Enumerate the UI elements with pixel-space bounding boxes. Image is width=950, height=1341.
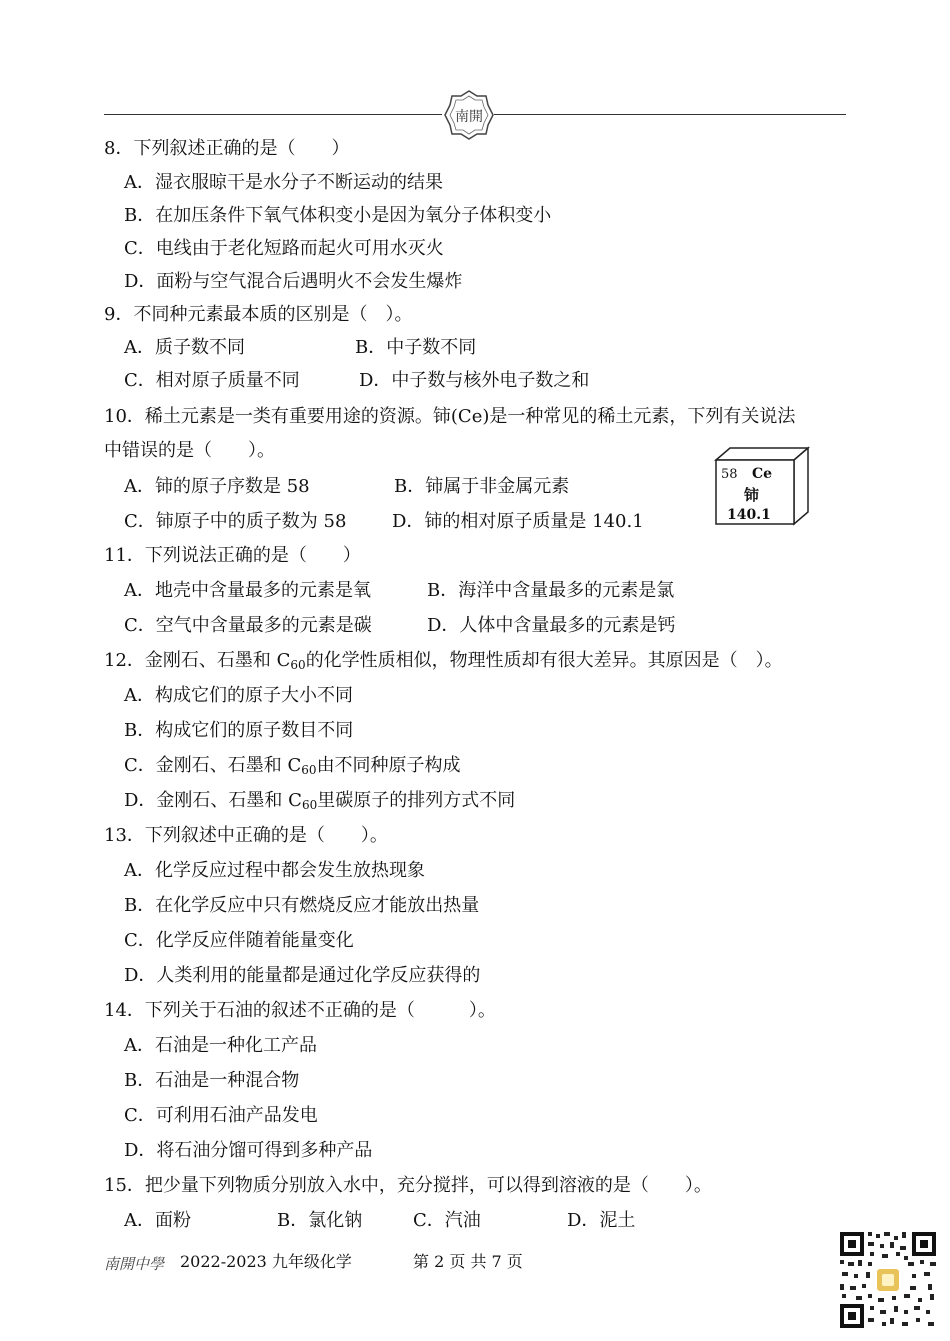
q15-stem: 15．把少量下列物质分别放入水中，充分搅拌，可以得到溶液的是（ ）。 <box>104 1175 712 1196</box>
q13-option-c: C．化学反应伴随着能量变化 <box>124 930 354 951</box>
q8-stem: 8．下列叙述正确的是（ ） <box>104 138 350 159</box>
q13-option-a: A．化学反应过程中都会发生放热现象 <box>124 860 425 881</box>
header-rule-right <box>494 114 846 115</box>
qr-code-icon <box>838 1230 938 1330</box>
q12-option-b: B．构成它们的原子数目不同 <box>124 720 354 741</box>
q12-option-c: C．金刚石、石墨和 $C_{60}$由不同种原子构成 <box>124 755 461 777</box>
q10-option-a: A．铈的原子序数是 58 <box>124 476 310 497</box>
q8-option-d: D．面粉与空气混合后遇明火不会发生爆炸 <box>124 271 463 292</box>
cerium-element-card <box>712 446 812 528</box>
svg-text:南開中學: 南開中學 <box>104 1255 165 1272</box>
q14-option-d: D．将石油分馏可得到多种产品 <box>124 1140 373 1161</box>
q15-option-a: A．面粉 <box>124 1210 191 1231</box>
q12-stem: 12．金刚石、石墨和 $C_{60}$的化学性质相似，物理性质却有很大差异。其原因是（ ）。 <box>104 650 783 672</box>
q11-option-b: B．海洋中含量最多的元素是氯 <box>427 580 675 601</box>
q15-option-c: C．汽油 <box>413 1210 481 1231</box>
q12-option-a: A．构成它们的原子大小不同 <box>124 685 353 706</box>
school-name-logo <box>104 1254 178 1272</box>
element-mass: 140.1 <box>727 507 771 523</box>
element-symbol: Ce <box>752 466 773 482</box>
q9-option-b: B．中子数不同 <box>355 337 477 358</box>
q13-option-b: B．在化学反应中只有燃烧反应才能放出热量 <box>124 895 480 916</box>
q10-option-b: B．铈属于非金属元素 <box>394 476 570 497</box>
q14-option-c: C．可利用石油产品发电 <box>124 1105 318 1126</box>
q14-stem: 14．下列关于石油的叙述不正确的是（ ）。 <box>104 1000 496 1021</box>
q9-option-d: D．中子数与核外电子数之和 <box>359 370 590 391</box>
footer-page-number: 第 2 页 共 7 页 <box>413 1252 523 1271</box>
q13-stem: 13．下列叙述中正确的是（ ）。 <box>104 825 388 846</box>
q14-option-b: B．石油是一种混合物 <box>124 1070 300 1091</box>
q8-option-a: A．湿衣服晾干是水分子不断运动的结果 <box>124 172 443 193</box>
q11-option-d: D．人体中含量最多的元素是钙 <box>427 615 676 636</box>
element-name: 铈 <box>744 486 760 504</box>
q11-option-a: A．地壳中含量最多的元素是氧 <box>124 580 371 601</box>
element-number: 58 <box>721 467 738 482</box>
q10-stem-line2: 中错误的是（ ）。 <box>104 440 275 461</box>
q13-option-d: D．人类利用的能量都是通过化学反应获得的 <box>124 965 481 986</box>
q9-stem: 9．不同种元素最本质的区别是（ ）。 <box>104 304 413 325</box>
svg-text:南開: 南開 <box>455 109 483 125</box>
q15-option-b: B．氯化钠 <box>277 1210 363 1231</box>
footer-exam-title: 2022-2023 九年级化学 <box>180 1252 352 1271</box>
q10-stem-line1: 10．稀土元素是一类有重要用途的资源。铈(Ce)是一种常见的稀土元素，下列有关说法 <box>104 406 796 427</box>
header-rule-left <box>104 114 442 115</box>
q9-option-a: A．质子数不同 <box>124 337 245 358</box>
q8-option-b: B．在加压条件下氧气体积变小是因为氧分子体积变小 <box>124 205 552 226</box>
school-seal-logo <box>444 90 494 140</box>
q8-option-c: C．电线由于老化短路而起火可用水灭火 <box>124 238 444 259</box>
q11-stem: 11．下列说法正确的是（ ） <box>104 545 361 566</box>
q10-option-c: C．铈原子中的质子数为 58 <box>124 511 347 532</box>
q12-option-d: D．金刚石、石墨和 $C_{60}$里碳原子的排列方式不同 <box>124 790 516 812</box>
q10-option-d: D．铈的相对原子质量是 140.1 <box>392 511 644 532</box>
q15-option-d: D．泥土 <box>567 1210 636 1231</box>
q14-option-a: A．石油是一种化工产品 <box>124 1035 317 1056</box>
q9-option-c: C．相对原子质量不同 <box>124 370 300 391</box>
q11-option-c: C．空气中含量最多的元素是碳 <box>124 615 372 636</box>
